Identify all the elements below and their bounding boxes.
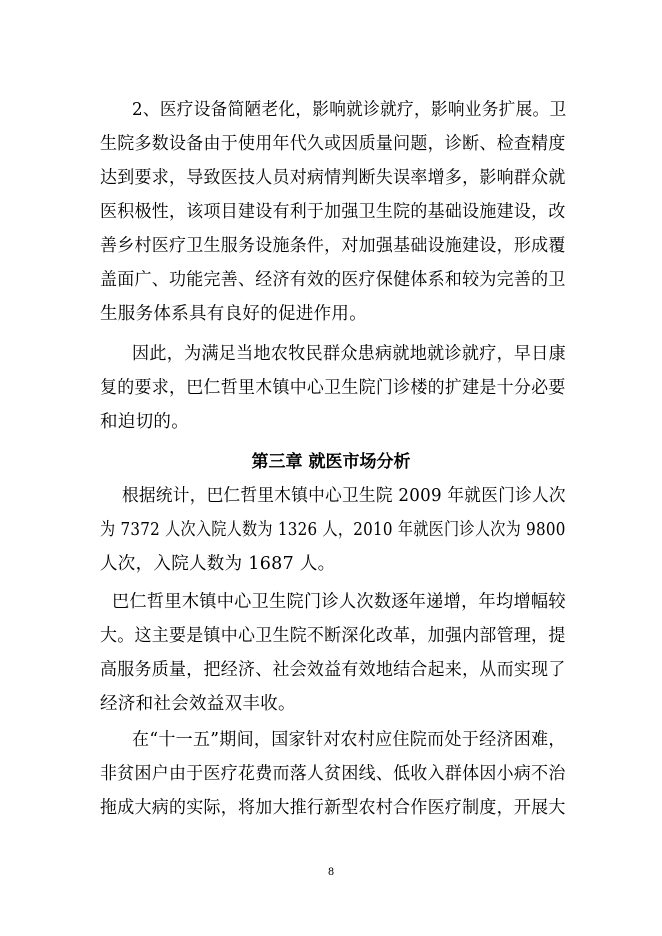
text-line: 高服务质量，把经济、社会效益有效地结合起来，从而实现了 <box>100 660 566 680</box>
text-line: 复的要求，巴仁哲里木镇中心卫生院门诊楼的扩建是十分必要 <box>100 378 566 398</box>
text-line: 和迫切的。 <box>100 412 189 432</box>
page-number: 8 <box>327 867 335 878</box>
text-line: 大。这主要是镇中心卫生院不断深化改革，加强内部管理，提 <box>100 626 566 646</box>
text-line: 生院多数设备由于使用年代久或因质量问题，诊断、检查精度 <box>100 134 566 154</box>
text-line: 生服务体系具有良好的促进作用。 <box>100 304 367 324</box>
text-line: 在“十一五”期间，国家针对农村应住院而处于经济困难， <box>132 730 566 750</box>
text-line: 达到要求，导致医技人员对病情判断失误率增多，影响群众就 <box>100 168 566 188</box>
text-line: 巴仁哲里木镇中心卫生院门诊人次数逐年递增，年均增幅较 <box>112 592 566 612</box>
text-line: 善乡村医疗卫生服务设施条件，对加强基础设施建设，形成覆 <box>100 236 566 256</box>
text-line: 2、医疗设备简陋老化，影响就诊就疗，影响业务扩展。卫 <box>132 100 567 120</box>
text-line: 经济和社会效益双丰收。 <box>100 694 296 714</box>
text-line: 非贫困户由于医疗花费而落人贫困线、低收入群体因小病不治 <box>100 764 566 784</box>
text-line: 人次，入院人数为 1687 人。 <box>100 554 336 574</box>
text-line: 为 7372 人次入院人数为 1326 人，2010 年就医门诊人次为 9800 <box>100 520 566 540</box>
text-line: 因此，为满足当地农牧民群众患病就地就诊就疗，早日康 <box>132 344 567 364</box>
text-line: 医积极性，该项目建设有利于加强卫生院的基础设施建设，改 <box>100 202 566 222</box>
text-line: 盖面广、功能完善、经济有效的医疗保健体系和较为完善的卫 <box>100 270 566 290</box>
text-line: 根据统计，巴仁哲里木镇中心卫生院 2009 年就医门诊人次 <box>122 486 566 506</box>
chapter-heading: 第三章 就医市场分析 <box>251 452 411 472</box>
text-line: 拖成大病的实际，将加大推行新型农村合作医疗制度，开展大 <box>100 798 566 818</box>
